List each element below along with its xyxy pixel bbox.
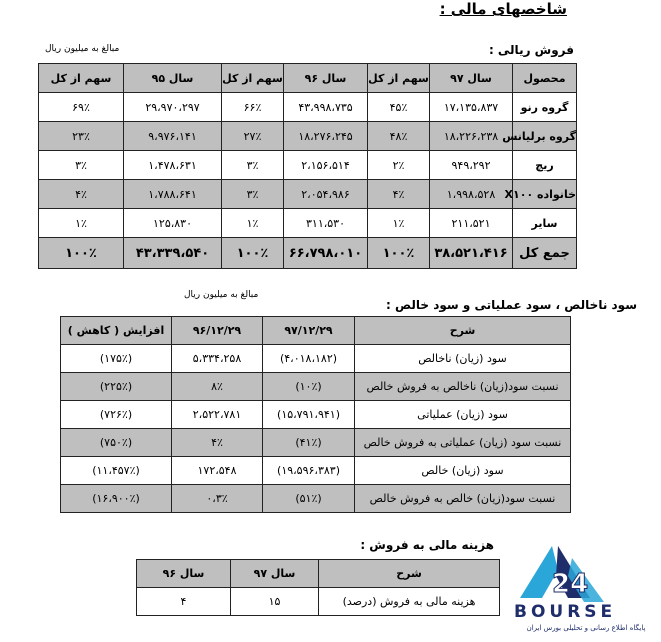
sales-cell: ۴٪ — [39, 180, 124, 209]
finance-cell: ۱۵ — [231, 588, 319, 616]
profit-cell: (۱۰٪) — [263, 373, 355, 401]
finance-cell: ۴ — [137, 588, 231, 616]
profit-header-row — [61, 317, 571, 345]
sales-cell: ۳٪ — [39, 151, 124, 180]
profit-cell: ۴٪ — [172, 429, 263, 457]
page-title: شاخصهای مالی : — [439, 0, 567, 18]
sales-header-product: محصول — [513, 64, 577, 93]
finance-header-desc: شرح — [319, 560, 500, 588]
profit-cell: (۱۷۵٪) — [61, 345, 172, 373]
profit-cell-desc: نسبت سود(زیان) ناخالص به فروش خالص — [355, 373, 571, 401]
sales-cell-product: سایر — [513, 209, 577, 238]
profit-cell-desc: سود (زیان) خالص — [355, 457, 571, 485]
profit-cell-desc: نسبت سود (زیان) عملیاتی به فروش خالص — [355, 429, 571, 457]
sales-total-cell: ۶۶،۷۹۸،۰۱۰ — [284, 238, 368, 269]
sales-cell: ۲۱۱،۵۲۱ — [430, 209, 513, 238]
svg-text:24: 24 — [552, 569, 589, 599]
sales-cell: ۲۹،۹۷۰،۲۹۷ — [124, 93, 222, 122]
sales-cell: ۳۱۱،۵۳۰ — [284, 209, 368, 238]
profit-cell: (۲۲۵٪) — [61, 373, 172, 401]
sales-cell: ۲،۱۵۶،۵۱۴ — [284, 151, 368, 180]
finance-section-title: هزینه مالی به فروش : — [360, 538, 494, 552]
sales-cell: ۱،۴۷۸،۶۳۱ — [124, 151, 222, 180]
bourse-logo — [512, 540, 658, 638]
sales-cell: ۹۴۹،۲۹۲ — [430, 151, 513, 180]
profit-unit-note: مبالغ به میلیون ریال — [184, 290, 259, 300]
profit-cell-desc: نسبت سود(زیان) خالص به فروش خالص — [355, 485, 571, 513]
logo-wordmark: BOURSE — [514, 602, 617, 622]
sales-total-cell: ۱۰۰٪ — [368, 238, 430, 269]
profit-cell: (۷۵۰٪) — [61, 429, 172, 457]
finance-header-row — [137, 560, 500, 588]
sales-cell: ۱،۷۸۸،۶۴۱ — [124, 180, 222, 209]
sales-cell: ۹،۹۷۶،۱۴۱ — [124, 122, 222, 151]
profit-cell-desc: سود (زیان) عملیاتی — [355, 401, 571, 429]
sales-cell: ۶۹٪ — [39, 93, 124, 122]
sales-cell-product: گروه برلیانس — [513, 122, 577, 151]
sales-unit-note: مبالغ به میلیون ریال — [45, 44, 120, 54]
finance-header-year96: سال ۹۶ — [137, 560, 231, 588]
sales-cell: ۴۸٪ — [368, 122, 430, 151]
finance-cell-desc: هزینه مالی به فروش (درصد) — [319, 588, 500, 616]
sales-total-cell: ۳۸،۵۲۱،۴۱۶ — [430, 238, 513, 269]
finance-header-year97: سال ۹۷ — [231, 560, 319, 588]
table-row — [39, 122, 577, 151]
profit-cell: ۲،۵۲۲،۷۸۱ — [172, 401, 263, 429]
logo-tagline: پایگاه اطلاع رسانی و تحلیلی بورس ایران — [526, 624, 646, 632]
table-row — [39, 180, 577, 209]
sales-cell: ۱۸،۲۷۶،۲۴۵ — [284, 122, 368, 151]
sales-cell: ۱٪ — [222, 209, 284, 238]
sales-cell: ۲،۰۵۴،۹۸۶ — [284, 180, 368, 209]
table-row — [61, 485, 571, 513]
table-row — [39, 209, 577, 238]
profit-header-desc: شرح — [355, 317, 571, 345]
sales-cell: ۲۳٪ — [39, 122, 124, 151]
sales-total-cell: ۱۰۰٪ — [222, 238, 284, 269]
profit-cell: ۱۷۲،۵۴۸ — [172, 457, 263, 485]
sales-cell: ۳٪ — [222, 151, 284, 180]
profit-header-date96: ۹۶/۱۲/۲۹ — [172, 317, 263, 345]
table-row — [61, 401, 571, 429]
sales-header-share96: سهم از کل — [222, 64, 284, 93]
profit-table — [60, 316, 571, 513]
sales-cell: ۴۵٪ — [368, 93, 430, 122]
table-row — [137, 588, 500, 616]
sales-cell: ۲٪ — [368, 151, 430, 180]
profit-cell: ۰،۳٪ — [172, 485, 263, 513]
sales-cell-product: گروه رنو — [513, 93, 577, 122]
sales-header-year95: سال ۹۵ — [124, 64, 222, 93]
sales-cell: ۴٪ — [368, 180, 430, 209]
table-row — [61, 457, 571, 485]
sales-cell: ۱۷،۱۳۵،۸۳۷ — [430, 93, 513, 122]
sales-total-cell: ۱۰۰٪ — [39, 238, 124, 269]
profit-cell: (۵۱٪) — [263, 485, 355, 513]
sales-header-year97: سال ۹۷ — [430, 64, 513, 93]
profit-cell: (۱۹،۵۹۶،۳۸۳) — [263, 457, 355, 485]
table-row — [61, 373, 571, 401]
sales-header-share95: سهم از کل — [39, 64, 124, 93]
sales-cell: ۴۳،۹۹۸،۷۳۵ — [284, 93, 368, 122]
table-row — [61, 345, 571, 373]
profit-cell: ۸٪ — [172, 373, 263, 401]
sales-cell: ۲۷٪ — [222, 122, 284, 151]
table-row — [61, 429, 571, 457]
profit-cell: (۱۶،۹۰۰٪) — [61, 485, 172, 513]
sales-cell-product: ریچ — [513, 151, 577, 180]
profit-cell: (۴،۰۱۸،۱۸۲) — [263, 345, 355, 373]
sales-cell: ۶۶٪ — [222, 93, 284, 122]
profit-cell: ۵،۳۳۴،۲۵۸ — [172, 345, 263, 373]
sales-header-row — [39, 64, 577, 93]
profit-section-title: سود ناخالص ، سود عملیاتی و سود خالص : — [386, 298, 637, 312]
sales-cell: ۳٪ — [222, 180, 284, 209]
sales-header-year96: سال ۹۶ — [284, 64, 368, 93]
sales-cell: ۱۸،۲۲۶،۲۳۸ — [430, 122, 513, 151]
profit-header-change: افزایش ( کاهش ) — [61, 317, 172, 345]
profit-cell-desc: سود (زیان) ناخالص — [355, 345, 571, 373]
sales-cell: ۱٪ — [39, 209, 124, 238]
sales-cell: ۱٪ — [368, 209, 430, 238]
sales-table — [38, 63, 577, 269]
sales-header-share97: سهم از کل — [368, 64, 430, 93]
profit-cell: (۷۲۶٪) — [61, 401, 172, 429]
sales-cell: ۱۲۵،۸۳۰ — [124, 209, 222, 238]
profit-cell: (۱۵،۷۹۱،۹۴۱) — [263, 401, 355, 429]
profit-cell: (۱۱،۴۵۷٪) — [61, 457, 172, 485]
profit-header-date97: ۹۷/۱۲/۲۹ — [263, 317, 355, 345]
sales-cell-product: خانواده X۱۰۰ — [513, 180, 577, 209]
table-row — [39, 151, 577, 180]
sales-cell: ۱،۹۹۸،۵۲۸ — [430, 180, 513, 209]
sales-total-row — [39, 238, 577, 269]
profit-cell: (۴۱٪) — [263, 429, 355, 457]
finance-table — [136, 559, 500, 616]
sales-section-title: فروش ریالی : — [488, 43, 574, 57]
sales-total-cell: ۴۳،۳۳۹،۵۴۰ — [124, 238, 222, 269]
sales-total-label: جمع کل — [513, 238, 577, 269]
table-row — [39, 93, 577, 122]
